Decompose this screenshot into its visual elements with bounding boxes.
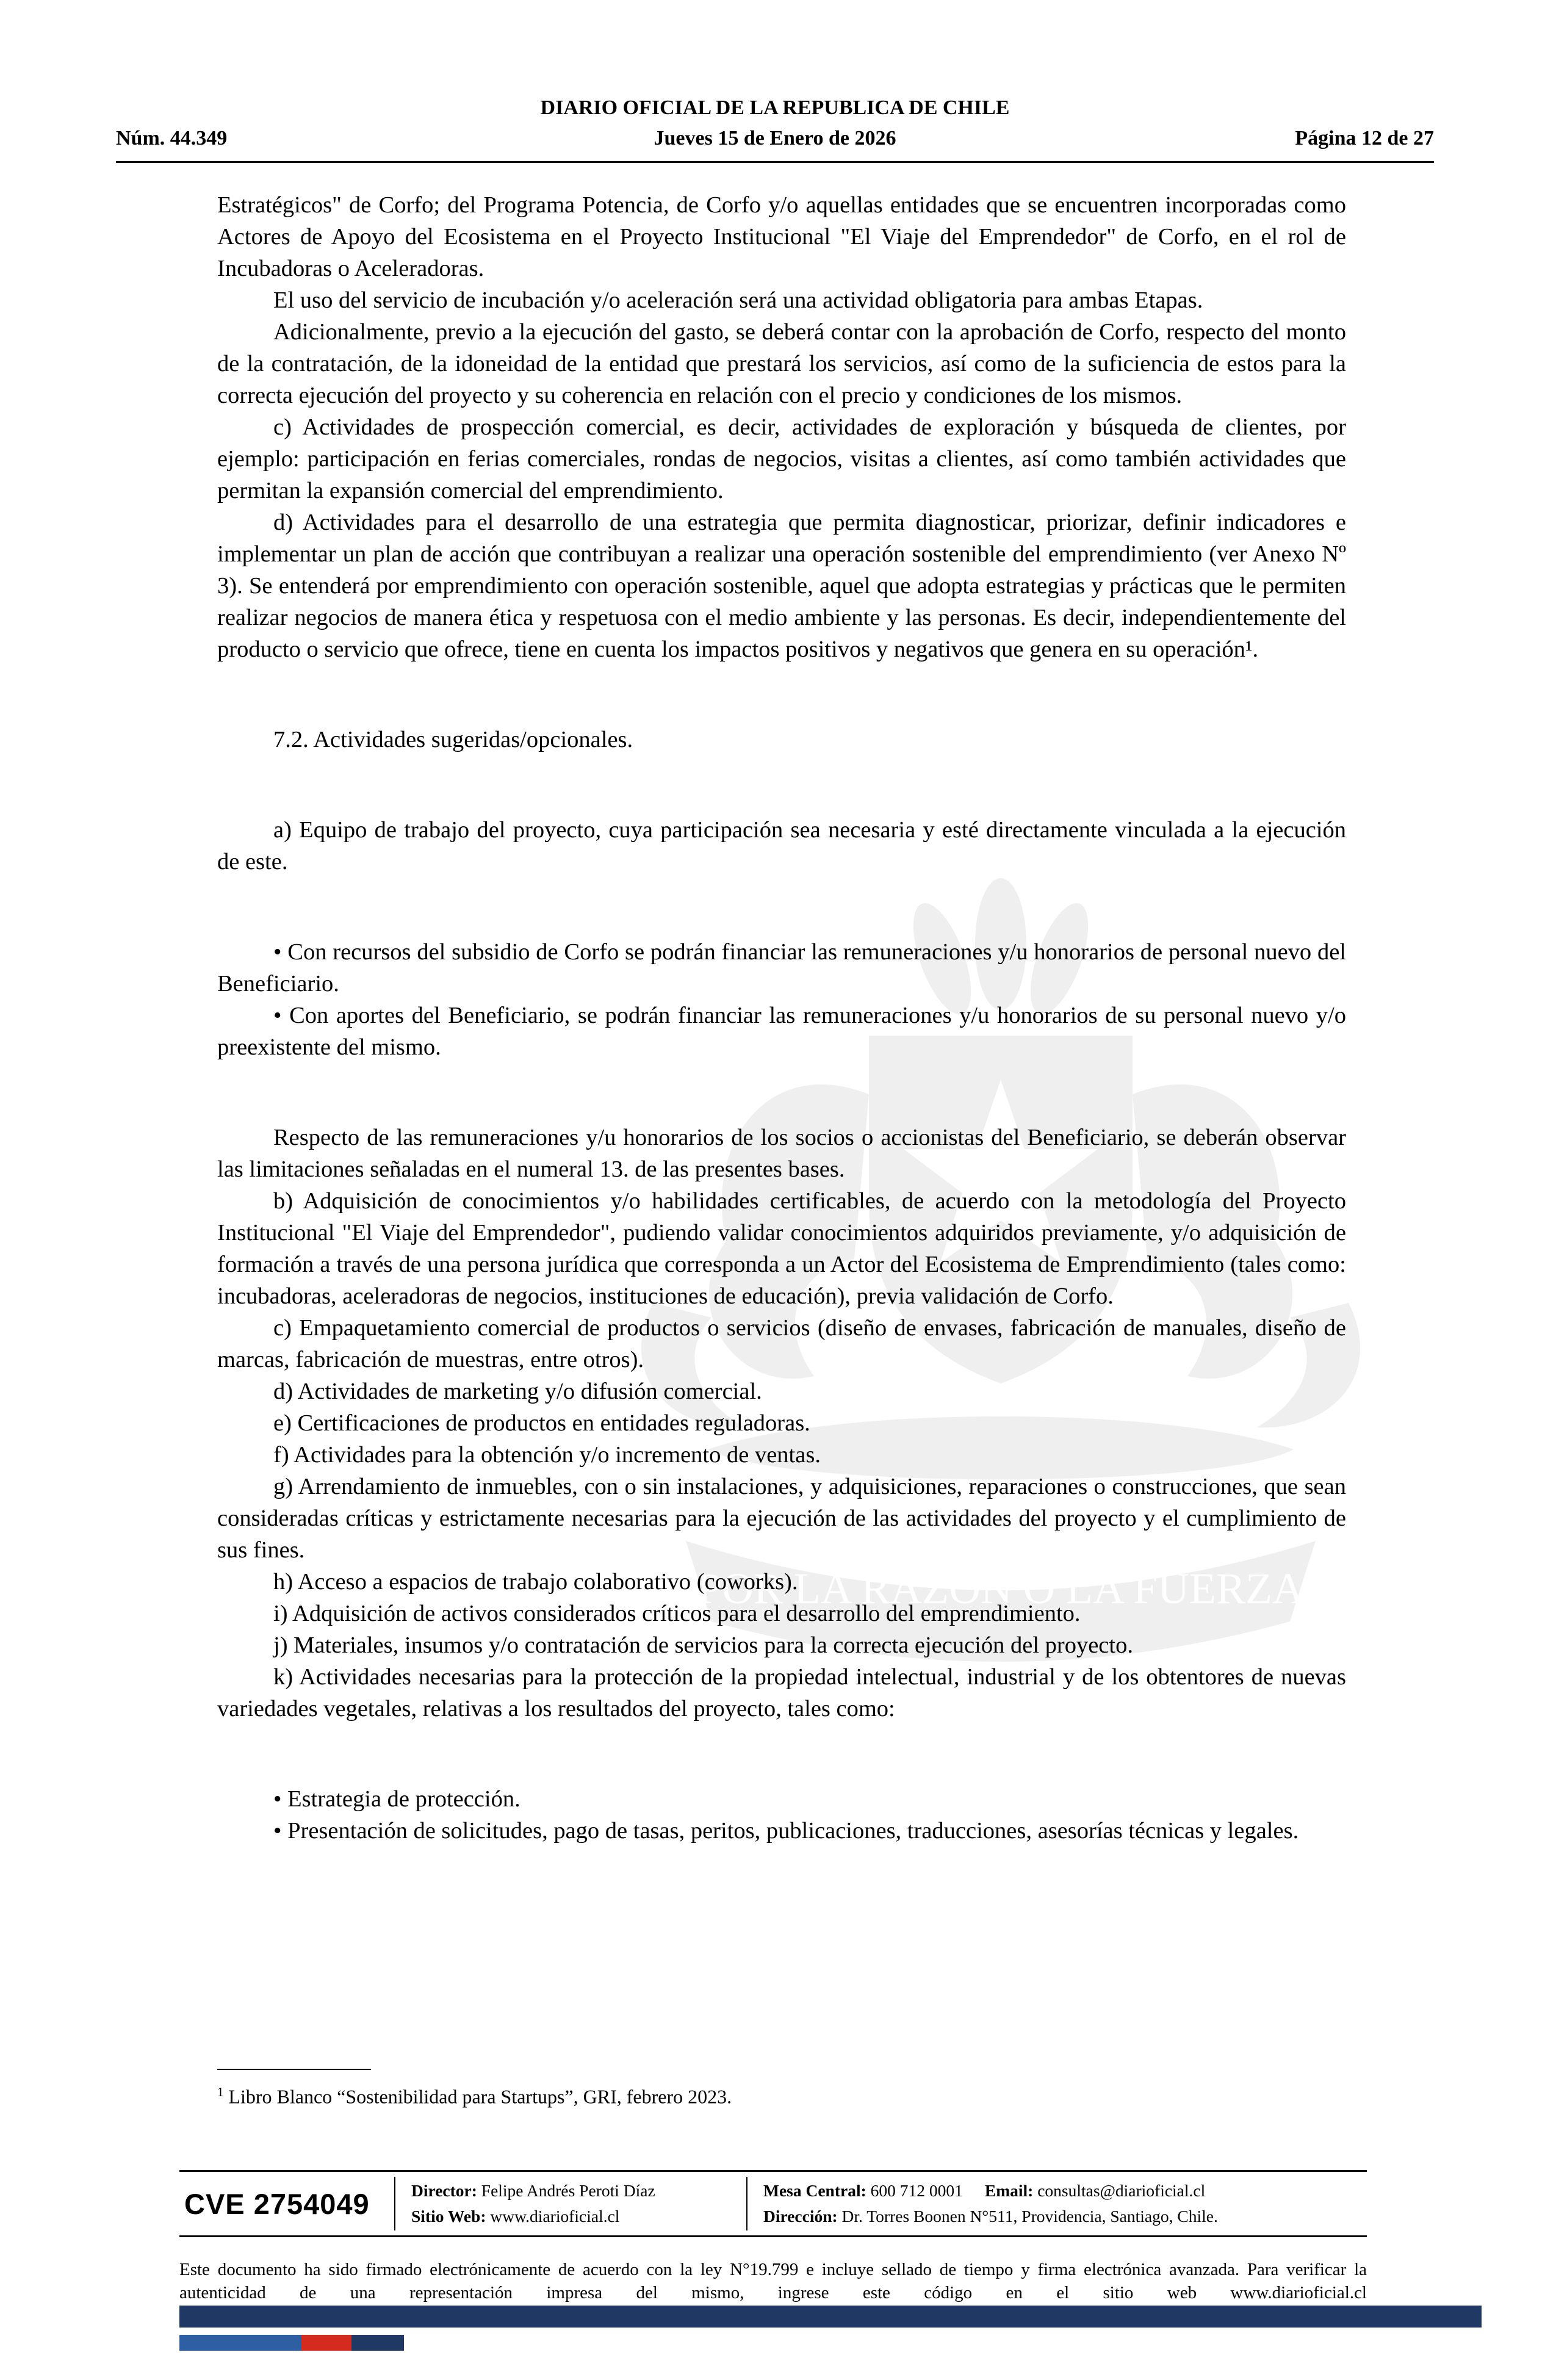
list-item-d2: d) Actividades de marketing y/o difusión comercial. [273,1379,762,1404]
publication-date: Jueves 15 de Enero de 2026 [654,127,896,150]
footnote-marker: 1 [217,2085,224,2099]
bottom-navy-bar [179,2306,1482,2328]
footer-director-column [395,2177,746,2230]
footer-contact-column [747,2177,1367,2230]
bullet-item: • Presentación de solicitudes, pago de tasas, peritos, publicaciones, traducciones, asesorías técnicas y legales. [273,1818,1299,1844]
watermark-motto: POR LA RAZÓN O LA FUERZA [697,1564,1305,1613]
page-number: Página 12 de 27 [1295,127,1434,150]
address-line [763,2204,1351,2229]
email-value: consultas@diarioficial.cl [1037,2181,1206,2200]
phone-email-line [763,2178,1351,2204]
list-item-j: j) Materiales, insumos y/o contratación de servicios para la correcta ejecución del proyecto. [273,1632,1133,1658]
address-value: Dr. Torres Boonen N°511, Providencia, Santiago, Chile. [841,2207,1218,2226]
website-value: www.diarioficial.cl [490,2207,620,2226]
list-item-i: i) Adquisición de activos considerados críticos para el desarrollo del emprendimiento. [273,1601,1081,1626]
document-header [116,96,1434,163]
list-item-k: k) Actividades necesarias para la protección de la propiedad intelectual, industrial y de los obtentores de nuevas variedades vegetales, relativas a los resultados del proyecto, tales como: [217,1664,1346,1722]
website-line [411,2204,730,2229]
list-item-b: b) Adquisición de conocimientos y/o habilidades certificables, de acuerdo con la metodología del Proyecto Institucional "El Viaje del Emprendedor", pudiendo validar conocimientos adquiridos previamente, y/o adquisición de formación a través de una persona jurídica que corresponda a un Actor del Ecosistema de Emprendimiento (tales como: incubadoras, aceleradoras de negocios, instituciones de educación), previa validación de Corfo. [217,1188,1346,1309]
phone-label: Mesa Central: [763,2181,866,2200]
footnote [217,2080,1346,2110]
list-item-c2: c) Empaquetamiento comercial de productos o servicios (diseño de envases, fabricación de manuales, diseño de marcas, fabricación de muestras, entre otros). [217,1315,1346,1372]
footer-info-box [179,2170,1367,2237]
footnote-rule [217,2069,371,2070]
flag-color-bar [179,2335,404,2351]
publication-title: DIARIO OFICIAL DE LA REPUBLICA DE CHILE [540,96,1010,119]
footnote-body: Libro Blanco “Sostenibilidad para Startups”, GRI, febrero 2023. [228,2085,732,2108]
phone-value: 600 712 0001 [870,2181,963,2200]
address-label: Dirección: [763,2207,838,2226]
bottom-bars [179,2306,1482,2351]
list-item-e: e) Certificaciones de productos en entidades reguladoras. [273,1410,810,1436]
bullet-item: • Con recursos del subsidio de Corfo se podrán financiar las remuneraciones y/u honorarios de personal nuevo del Beneficiario. [217,939,1346,997]
list-item-a: a) Equipo de trabajo del proyecto, cuya participación sea necesaria y esté directamente vinculada a la ejecución de este. [217,817,1346,874]
website-label: Sitio Web: [411,2207,486,2226]
header-second-line [116,127,1434,150]
paragraph: Respecto de las remuneraciones y/u honorarios de los socios o accionistas del Beneficiario, se deberán observar las limitaciones señaladas en el numeral 13. de las presentes bases. [217,1125,1346,1182]
section-heading: 7.2. Actividades sugeridas/opcionales. [273,727,633,752]
list-item-f: f) Actividades para la obtención y/o incremento de ventas. [273,1442,821,1468]
bullet-item: • Estrategia de protección. [273,1786,520,1812]
paragraph: Adicionalmente, previo a la ejecución del gasto, se deberá contar con la aprobación de Corfo, respecto del monto de la contratación, de la idoneidad de la entidad que prestará los servicios, así como de la suficiencia de estos para la correcta ejecución del proyecto y su coherencia en relación con el precio y condiciones de los mismos. [217,319,1346,408]
director-value: Felipe Andrés Peroti Díaz [481,2181,655,2200]
director-line [411,2178,730,2204]
bullet-item: • Con aportes del Beneficiario, se podrán financiar las remuneraciones y/u honorarios de su personal nuevo y/o preexistente del mismo. [217,1003,1346,1060]
document-body [217,189,1346,1847]
paragraph-continuation: Estratégicos" de Corfo; del Programa Potencia, de Corfo y/o aquellas entidades que se encuentren incorporadas como Actores de Apoyo del Ecosistema en el Proyecto Institucional "El Viaje del Emprendedor" de Corfo, en el rol de Incubadoras o Aceleradoras. [217,192,1346,281]
email-label: Email: [984,2181,1034,2200]
cve-number: CVE 2754049 [184,2187,370,2220]
footnote-area [217,2069,1346,2110]
list-item-d: d) Actividades para el desarrollo de una estrategia que permita diagnosticar, priorizar, definir indicadores e implementar un plan de acción que contribuyan a realizar una operación sostenible del emprendimiento (ver Anexo Nº 3). Se entenderá por emprendimiento con operación sostenible, aquel que adopta estrategias y prácticas que le permiten realizar negocios de manera ética y respetuosa con el medio ambiente y las personas. Es decir, independientemente del producto o servicio que ofrece, tiene en cuenta los impactos positivos y negativos que genera en su operación¹. [217,510,1346,662]
list-item-c: c) Actividades de prospección comercial, es decir, actividades de exploración y búsqueda de clientes, por ejemplo: participación en ferias comerciales, rondas de negocios, visitas a clientes, así como también actividades que permitan la expansión comercial del emprendimiento. [217,414,1346,503]
header-rule [116,161,1434,163]
document-footer [179,2170,1367,2304]
list-item-g: g) Arrendamiento de inmuebles, con o sin instalaciones, y adquisiciones, reparaciones o construcciones, que sean consideradas críticas y estrictamente necesarias para la ejecución de las actividades del proyecto y el cumplimiento de sus fines. [217,1474,1346,1563]
flag-red-segment [301,2335,351,2351]
list-item-h: h) Acceso a espacios de trabajo colaborativo (coworks). [273,1569,798,1595]
director-label: Director: [411,2181,477,2200]
legal-notice: Este documento ha sido firmado electrónicamente de acuerdo con la ley N°19.799 e incluye sellado de tiempo y firma electrónica avanzada. Para verificar la autenticidad de una representación impresa del mismo, ingrese este código en el sitio web www.diarioficial.cl [179,2260,1367,2302]
flag-blue-segment [179,2335,301,2351]
paragraph: El uso del servicio de incubación y/o aceleración será una actividad obligatoria para ambas Etapas. [273,287,1203,313]
issue-number: Núm. 44.349 [116,127,228,150]
flag-navy-segment [351,2335,404,2351]
